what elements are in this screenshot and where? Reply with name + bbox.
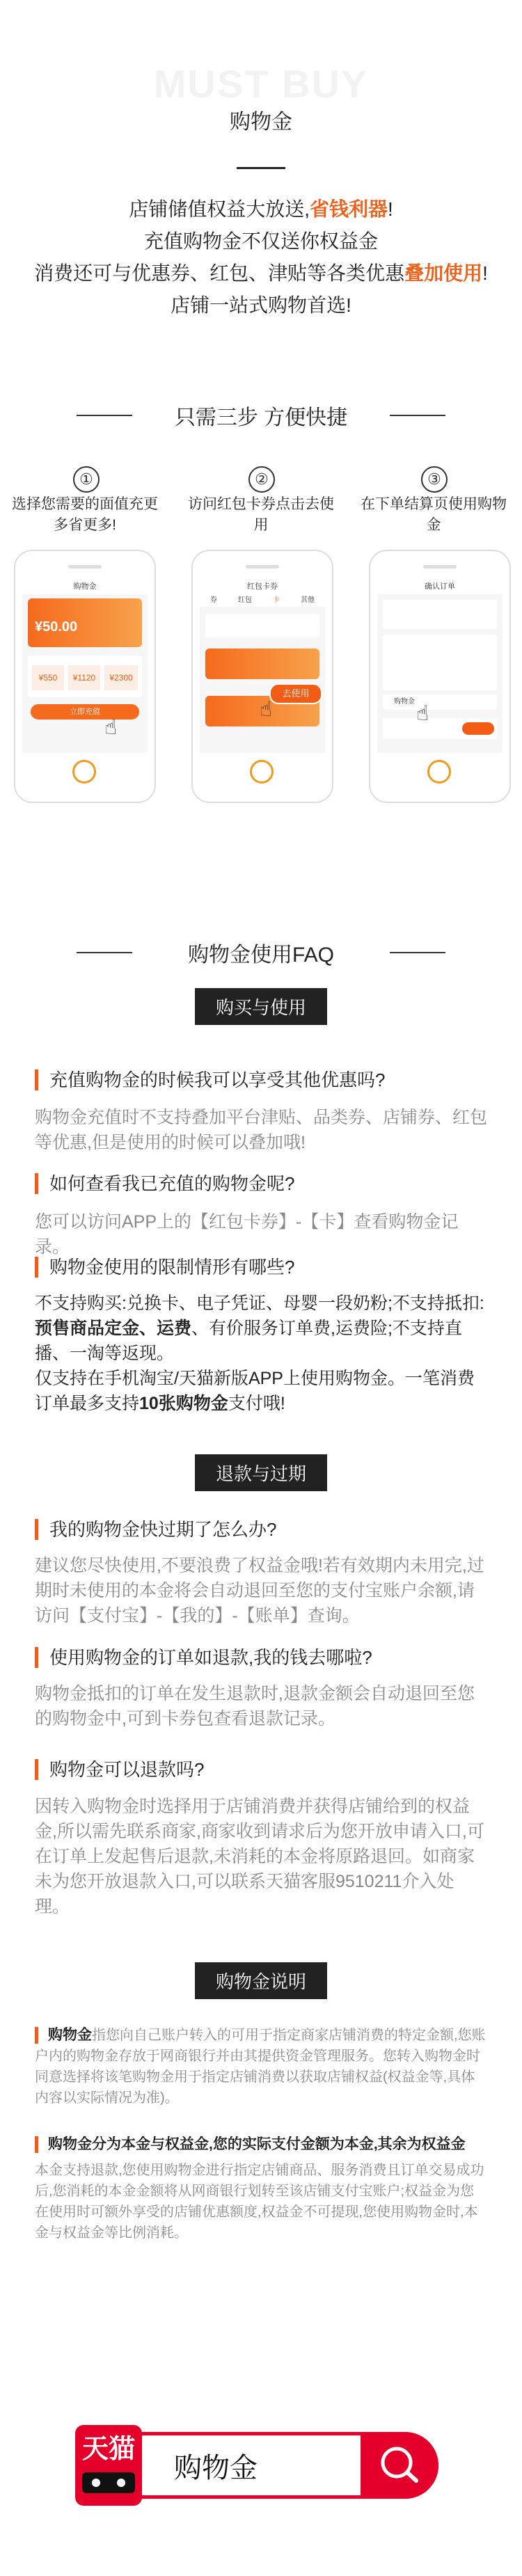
search-button[interactable] bbox=[361, 2432, 438, 2499]
faq-note-body: 本金支持退款,您使用购物金进行指定店铺商品、服务消费且订单交易成功后,您消耗的本金金额将从网商银行划转至该店铺支付宝账户;权益金为您在使用时可额外享受的店铺优惠额度,权益金不可提现,您使用购物金时,本金与权益金等比例消耗。 bbox=[35, 2163, 484, 2241]
gift-card-1 bbox=[205, 649, 319, 679]
faq-answer: 因转入购物金时选择用于店铺消费并获得店铺给到的权益金,所以需先联系商家,商家收到请求后为您开放申请入口,可在订单上发起售后退款,未消耗的本金将原路退回。如商家未为您开放退款入口,可以联系天猫客服9510211介入处理。 bbox=[35, 1797, 484, 1916]
phone-1-screen bbox=[22, 579, 148, 753]
faq-question: 如何查看我已充值的购物金呢? bbox=[35, 1173, 294, 1194]
intro-line-1: 店铺储值权益大放送,省钱利器! bbox=[129, 198, 393, 220]
recharge-option-1[interactable]: ¥550 bbox=[32, 665, 64, 690]
phone-speaker bbox=[68, 565, 102, 569]
phone-mockup-3 bbox=[369, 550, 511, 803]
faq-answer: 购物金抵扣的订单在发生退款时,退款金额会自动退回至您的购物金中,可到卡券包查看退款记录。 bbox=[35, 1684, 475, 1728]
faq-group-3-label: 购物金说明 bbox=[0, 1962, 522, 1999]
step-3-number: ③ bbox=[421, 466, 448, 493]
tab-coupon[interactable]: 券 bbox=[210, 596, 217, 604]
phone-home-button bbox=[250, 760, 274, 784]
phone-1-header: 购物金 bbox=[22, 579, 148, 594]
shopping-gold-row[interactable]: 购物金 bbox=[383, 694, 497, 710]
phone-3-header: 确认订单 bbox=[377, 579, 503, 594]
step-2-number: ② bbox=[248, 466, 275, 493]
steps-section-title: 只需三步 方便快捷 bbox=[174, 406, 348, 429]
faq-note-title: 购物金分为本金与权益金,您的实际支付金额为本金,其余为权益金 bbox=[35, 2136, 466, 2153]
search-icon bbox=[361, 2432, 438, 2499]
step-2-text: 访问红包卡券点击去使用 bbox=[188, 496, 334, 533]
tab-card[interactable]: 卡 bbox=[273, 596, 280, 604]
faq-group-1-label: 购买与使用 bbox=[0, 988, 522, 1025]
phone-mockup-1 bbox=[14, 550, 156, 803]
faq-group-2-label: 退款与过期 bbox=[0, 1454, 522, 1491]
phone-speaker bbox=[423, 565, 457, 569]
faq-answer: 建议您尽快使用,不要浪费了权益金哦!若有效期内未用完,过期时未使用的本金将会自动退回至您的支付宝账户余额,请访问【支付宝】-【我的】-【账单】查询。 bbox=[35, 1556, 484, 1625]
phone-2-screen bbox=[200, 579, 325, 753]
step-3-text: 在下单结算页使用购物金 bbox=[361, 496, 507, 533]
faq-question: 使用购物金的订单如退款,我的钱去哪啦? bbox=[35, 1647, 372, 1668]
recharge-option-3[interactable]: ¥2300 bbox=[104, 665, 138, 690]
tmall-logo: 天猫 bbox=[75, 2425, 142, 2506]
faq-answer: 购物金充值时不支持叠加平台津贴、品类券、店铺券、红包等优惠,但是使用的时候可以叠加哦! bbox=[35, 1108, 488, 1152]
hero-en-title: MUST BUY bbox=[153, 62, 369, 106]
recharge-amount: ¥50.00 bbox=[35, 619, 78, 635]
faq-question: 购物金可以退款吗? bbox=[35, 1759, 204, 1780]
recharge-option-2[interactable]: ¥1120 bbox=[68, 665, 100, 690]
intro-line-2: 充值购物金不仅送你权益金 bbox=[143, 230, 378, 252]
recharge-options bbox=[28, 655, 142, 697]
faq-answer: 不支持购买:兑换卡、电子凭证、母婴一段奶粉;不支持抵扣:预售商品定金、运费、有价服务订单费,运费险;不支持直播、一淘等返现。 仅支持在手机淘宝/天猫新版APP上使用购物金。一笔消费订单最多支持10张购物金支付哦! bbox=[35, 1294, 484, 1413]
intro-line-3: 消费还可与优惠券、红包、津贴等各类优惠叠加使用! bbox=[34, 262, 488, 284]
hand-pointer-icon: ☝ bbox=[104, 716, 118, 739]
faq-question: 我的购物金快过期了怎么办? bbox=[35, 1519, 276, 1540]
hand-pointer-icon: ☝ bbox=[416, 702, 429, 725]
phone-speaker bbox=[246, 565, 279, 569]
intro-line-4: 店铺一站式购物首选! bbox=[171, 294, 351, 316]
faq-dash-right bbox=[390, 952, 445, 953]
store-row bbox=[205, 614, 319, 637]
section-dash-right bbox=[390, 415, 445, 416]
phone-home-button bbox=[72, 760, 96, 784]
faq-question: 购物金使用的限制情形有哪些? bbox=[35, 1257, 294, 1278]
product-row bbox=[383, 600, 497, 629]
faq-answer: 您可以访问APP上的【红包卡券】-【卡】查看购物金记录。 bbox=[35, 1212, 459, 1257]
search-text: 购物金 bbox=[174, 2453, 258, 2483]
intro-text bbox=[0, 193, 522, 321]
submit-bar bbox=[383, 718, 497, 739]
recharge-card bbox=[28, 598, 142, 647]
tab-other[interactable]: 其他 bbox=[301, 596, 315, 604]
use-button[interactable]: 去使用 bbox=[269, 683, 322, 704]
hero-divider bbox=[237, 167, 285, 169]
tmall-face-icon bbox=[82, 2472, 135, 2493]
step-1-number: ① bbox=[73, 466, 100, 493]
phone-3-screen bbox=[377, 579, 503, 753]
recharge-button[interactable]: 立即充值 bbox=[31, 704, 139, 719]
hand-pointer-icon: ☝ bbox=[260, 698, 273, 721]
step-1-text: 选择您需要的面值充更多省更多! bbox=[12, 496, 158, 533]
submit-order-button[interactable] bbox=[462, 722, 494, 735]
order-details bbox=[383, 635, 497, 690]
coupon-tabs bbox=[200, 594, 325, 607]
faq-note: 购物金指您向自己账户转入的可用于指定商家店铺消费的特定金额,您账户内的购物金存放于网商银行并由其提供资金管理服务。您转入购物金时同意选择将该笔购物金用于指定店铺消费以获取店铺权益(权益金等,具体内容以实际情况为准)。 bbox=[35, 2027, 486, 2106]
phone-home-button bbox=[427, 760, 451, 784]
phone-mockup-2 bbox=[191, 550, 333, 803]
faq-title: 购物金使用FAQ bbox=[187, 944, 334, 967]
hero-title: 购物金 bbox=[230, 111, 292, 134]
phone-2-header: 红包卡券 bbox=[200, 579, 325, 594]
tab-redpacket[interactable]: 红包 bbox=[238, 596, 252, 604]
faq-question: 充值购物金的时候我可以享受其他优惠吗? bbox=[35, 1070, 385, 1090]
